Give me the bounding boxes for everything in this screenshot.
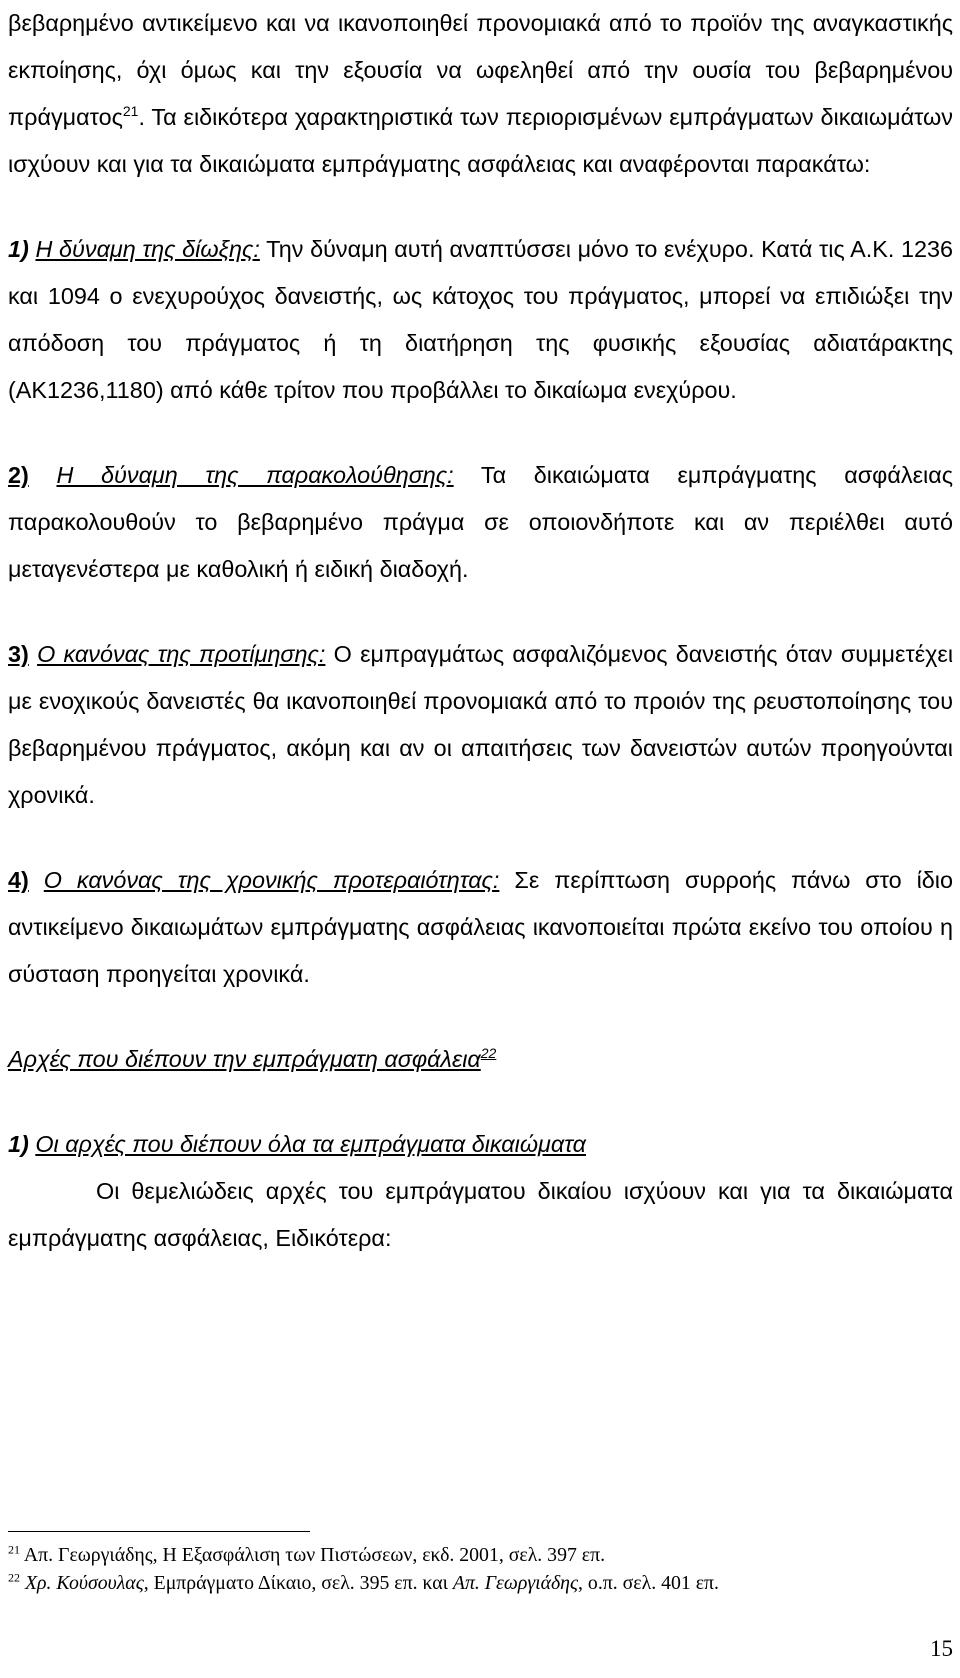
item-title: Ο κανόνας της χρονικής προτεραιότητας: (43, 867, 500, 893)
footnote-ref-22[interactable]: 22 (480, 1045, 497, 1062)
footnote-text: Απ. Γεωργιάδης, Η Εξασφάλιση των Πιστώσεων, εκδ. 2001, σελ. 397 επ. (23, 1544, 606, 1566)
spacer (8, 414, 953, 452)
item-text: Σε περίπτωση συρροής πάνω στο ίδιο αντικείμενο δικαιωμάτων εμπράγματης ασφάλειας ικανοποιείται πρώτα εκείνο του οποίου η σύσταση προηγείται χρονικά. (8, 867, 954, 987)
main-text (8, 0, 953, 1262)
top-paragraph-text: βεβαρημένο αντικείμενο και να ικανοποιηθεί προνομιακά από το προϊόν της αναγκαστικής εκποίησης, όχι όμως και την εξουσία να ωφεληθεί από την ουσία του βεβαρημένου πράγματος (8, 10, 953, 130)
footnote-text: , ο.π. σελ. 401 επ. (578, 1572, 719, 1594)
footnote-22 (8, 1569, 953, 1597)
spacer (8, 188, 953, 226)
subsection-title: Οι αρχές που διέπουν όλα τα εμπράγματα δικαιώματα (35, 1131, 586, 1157)
item-number: 1) (8, 236, 29, 262)
footnote-ref-21[interactable]: 21 (122, 103, 139, 120)
footnote-text: , Εμπράγματο Δίκαιο, σελ. 395 επ. και (143, 1572, 453, 1594)
page-number: 15 (930, 1636, 953, 1661)
subsection-paragraph (8, 1168, 953, 1262)
item-4 (8, 857, 953, 998)
section-heading-text: Αρχές που διέπουν την εμπράγματη ασφάλεια (8, 1046, 481, 1072)
footnote-21 (8, 1541, 953, 1569)
item-title: Ο κανόνας της προτίμησης: (37, 641, 326, 667)
footnote-number: 22 (8, 1570, 20, 1585)
top-paragraph-text-continued: . Τα ειδικότερα χαρακτηριστικά των περιορισμένων εμπράγματων δικαιωμάτων ισχύουν και για τα δικαιώματα εμπράγματης ασφάλειας και αναφέρονται παρακάτω: (8, 104, 953, 177)
subsection-heading (8, 1121, 953, 1168)
spacer (8, 1083, 953, 1121)
footnotes (8, 1541, 953, 1597)
item-1 (8, 226, 953, 414)
item-number: 2) (8, 462, 29, 488)
item-text: Τα δικαιώματα εμπράγματης ασφάλειας παρακολουθούν το βεβαρημένο πράγμα σε οποιονδήποτε και αν περιέλθει αυτό μεταγενέστερα με καθολική ή ειδική διαδοχή. (8, 462, 953, 582)
footnote-author: Απ. Γεωργιάδης (452, 1572, 579, 1594)
item-3 (8, 631, 953, 819)
item-2 (8, 452, 953, 593)
spacer (8, 819, 953, 857)
footnote-separator (8, 1531, 310, 1532)
footnote-author: Χρ. Κούσουλας (24, 1572, 144, 1594)
subsection-number: 1) (8, 1131, 29, 1157)
item-number: 3) (8, 641, 29, 667)
document-page (8, 0, 953, 1678)
footnote-number: 21 (8, 1542, 20, 1557)
spacer (8, 593, 953, 631)
item-title: Η δύναμη της δίωξης: (35, 236, 260, 262)
item-text: Ο εμπραγμάτως ασφαλιζόμενος δανειστής όταν συμμετέχει με ενοχικούς δανειστές θα ικανοποιηθεί προνομιακά από το προιόν της ρευστοποίησης του βεβαρημένου πράγματος, ακόμη και αν οι απαιτήσεις των δανειστών αυτών προηγούνται χρονικά. (8, 641, 954, 808)
section-heading (8, 1036, 953, 1083)
spacer (8, 998, 953, 1036)
top-paragraph (8, 0, 953, 188)
item-title: Η δύναμη της παρακολούθησης: (56, 462, 454, 488)
item-number: 4) (8, 867, 29, 893)
subsection-text: Οι θεμελιώδεις αρχές του εμπράγματου δικαίου ισχύουν και για τα δικαιώματα εμπράγματης ασφάλειας, Ειδικότερα: (8, 1178, 953, 1251)
item-text: Την δύναμη αυτή αναπτύσσει μόνο το ενέχυρο. Κατά τις Α.Κ. 1236 και 1094 ο ενεχυρούχος δανειστής, ως κάτοχος του πράγματος, μπορεί να επιδιώξει την απόδοση του πράγματος ή τη διατήρηση της φυσικής εξουσίας αδιατάρακτης (ΑΚ1236,1180) από κάθε τρίτον που προβάλλει το δικαίωμα ενεχύρου. (8, 236, 954, 403)
